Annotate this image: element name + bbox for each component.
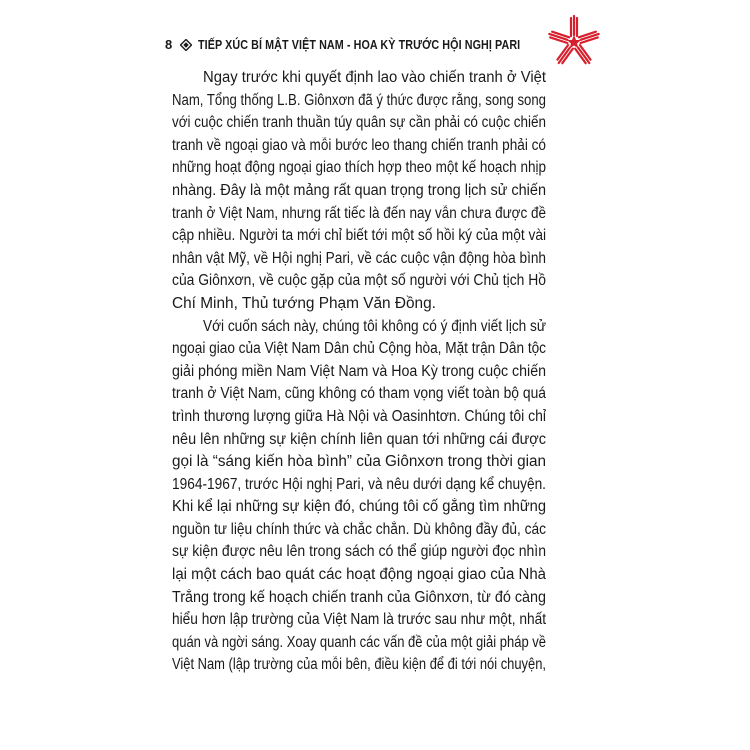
text-line: Ngay trước khi quyết định lao vào chiến tranh ở Việt	[203, 69, 546, 86]
text-line: Việt Nam (lập trường của mỗi bên, điều kiện để đi tới nói chuyện,	[172, 656, 547, 674]
text-line: ngoại giao của Việt Nam Dân chủ Cộng hòa, Mặt trận Dân tộc	[172, 340, 546, 358]
text-line: của Giônxơn, về cuộc gặp của một số người với Chủ tịch Hồ	[172, 272, 546, 290]
text-line: với cuộc chiến tranh thuần túy quân sự cần phải có cuộc chiến	[172, 114, 546, 132]
paragraph-2	[172, 316, 546, 678]
text-line: những hoạt động ngoại giao thích hợp theo một kế hoạch nhịp	[172, 159, 546, 177]
text-line: Khi kể lại những sự kiện đó, chúng tôi cố gắng tìm những	[172, 498, 546, 516]
text-line: tranh ở Việt Nam, nhưng rất tiếc là đến nay vẫn chưa được đề	[172, 204, 547, 222]
text-line: nguồn tư liệu chính thức và chắc chắn. Dù không đầy đủ, các	[172, 520, 546, 538]
text-line: quán và ngời sáng. Xoay quanh các vấn đề của một giải pháp về	[172, 633, 547, 651]
text-line: nêu lên những sự kiện chính liên quan tới những cái được	[172, 430, 546, 448]
text-line: nhàng. Đây là một mảng rất quan trọng trong lịch sử chiến	[172, 181, 546, 199]
text-line: cập nhiều. Người ta mới chỉ biết tới một số hồi ký của một vài	[172, 227, 547, 245]
text-line: tranh về ngoại giao và mỗi bước leo thang chiến tranh phải có	[172, 136, 546, 154]
body-text	[172, 67, 546, 677]
text-line: Trắng trong kế hoạch chiến tranh của Giônxơn, từ đó càng	[172, 588, 547, 606]
text-line: lại một cách bao quát các hoạt động ngoại giao của Nhà	[172, 566, 547, 584]
text-line: 1964-1967, trước Hội nghị Pari, và nêu dưới dạng kể chuyện.	[172, 475, 546, 493]
text-line: giải phóng miền Nam Việt Nam và Hoa Kỳ trong cuộc chiến	[172, 362, 547, 380]
text-line: Nam, Tổng thống L.B. Giônxơn đã ý thức được rằng, song song	[172, 91, 547, 109]
text-line: sự kiện được nêu lên trong sách có thể giúp người đọc nhìn	[172, 543, 547, 561]
text-line: nhân vật Mỹ, về Hội nghị Pari, về các cuộc vận động hòa bình	[172, 249, 547, 267]
text-line: trình thương lượng giữa Hà Nội và Oasinhtơn. Chúng tôi chỉ	[172, 407, 546, 425]
text-line: gọi là “sáng kiến hòa bình” của Giônxơn trong thời gian	[172, 453, 546, 471]
text-line: Với cuốn sách này, chúng tôi không có ý định viết lịch sử	[203, 317, 547, 335]
running-title: TIẾP XÚC BÍ MẬT VIỆT NAM - HOA KỲ TRƯỚC HỘI NGHỊ PARI	[198, 37, 521, 52]
text-line: Chí Minh, Thủ tướng Phạm Văn Đồng.	[172, 294, 436, 312]
page-number: 8	[165, 37, 173, 52]
diamond-ornament-icon	[180, 39, 192, 51]
text-line: hiểu hơn lập trường của Việt Nam là trước sau như một, nhất	[172, 611, 547, 629]
text-line: tranh ở Việt Nam, cũng không có tham vọng viết toàn bộ quá	[172, 385, 546, 403]
running-header	[165, 37, 573, 52]
paragraph-1	[172, 67, 546, 316]
